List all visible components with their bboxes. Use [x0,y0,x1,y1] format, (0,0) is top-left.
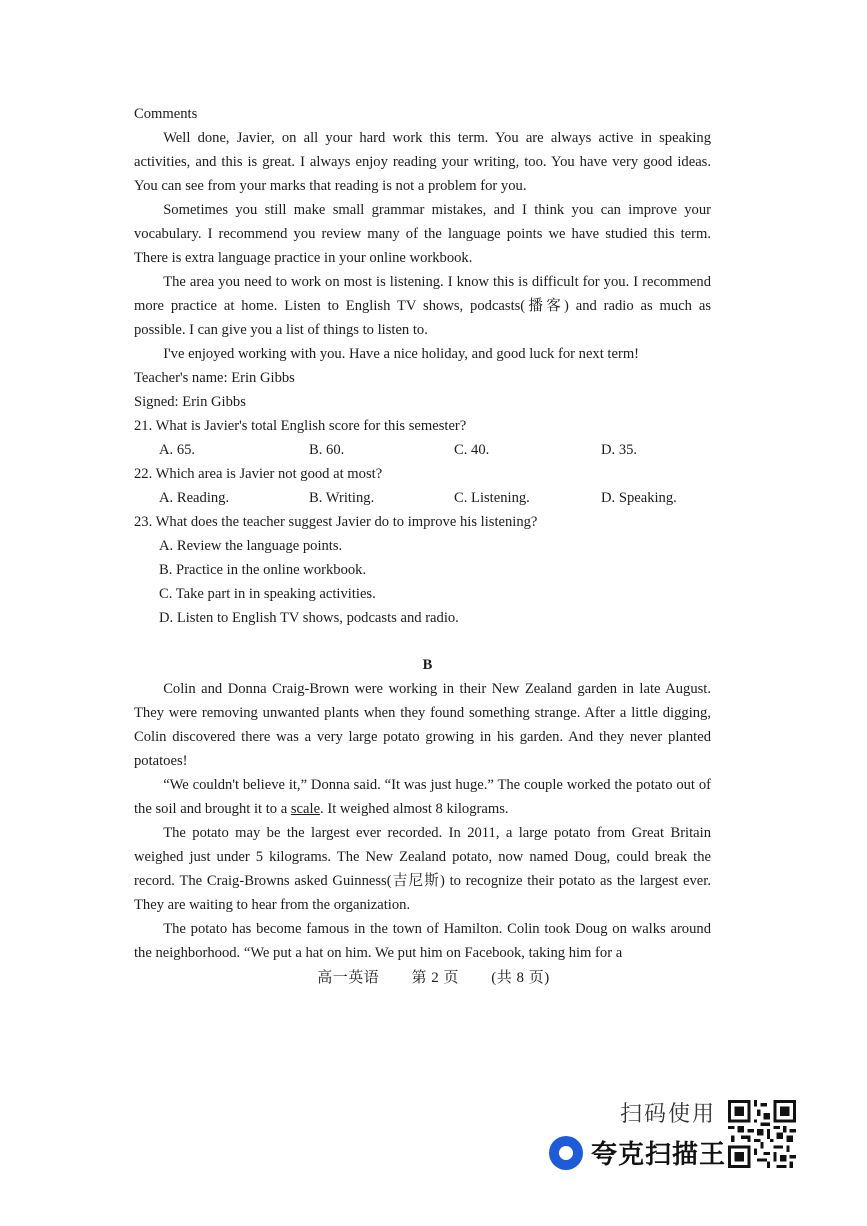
brand-name: 夸克扫描王 [591,1140,727,1170]
teacher-signature: Signed: Erin Gibbs [134,394,246,410]
page-footer [0,966,867,987]
passage-b-p2-start: “We couldn't believe it,” Donna said. “It was just huge.” The couple worked the potato out of the soil and brought it to a [134,777,711,817]
underlined-word-scale: scale [290,801,321,817]
question-21-stem: 21. What is Javier's total English score for this semester? [134,418,467,434]
passage-b-p2-end: . It weighed almost 8 kilograms. [320,801,509,817]
question-21-option-a: A. 65. [159,442,196,458]
question-22-options [134,486,711,510]
comments-paragraph-2: Sometimes you still make small grammar mistakes, and I think you can improve your vocabulary. I recommend you review many of the language points we have studied this term. There is extra language practice in your online workbook. [134,202,711,266]
section-gap [134,630,711,653]
question-22-option-b: B. Writing. [309,490,375,506]
comments-paragraph-1: Well done, Javier, on all your hard work this term. You are always active in speaking activities, and this is great. I always enjoy reading your writing, too. You have very good ideas. You can see from your marks that reading is not a problem for you. [134,130,711,194]
footer-page-number: 第 2 页 [411,970,460,986]
question-22-stem: 22. Which area is Javier not good at most? [134,466,383,482]
quark-logo-icon [549,1136,583,1170]
footer-subject: 高一英语 [317,970,380,986]
question-21-option-c: C. 40. [454,442,490,458]
passage-b-paragraph-1: Colin and Donna Craig-Brown were working in their New Zealand garden in late August. They were removing unwanted plants when they found something strange. After a little digging, Colin discovered there was a very large potato growing in his garden. And they never planted potatoes! [134,681,711,769]
scanner-brand [549,1134,726,1171]
question-22-option-a: A. Reading. [159,490,230,506]
passage-b-paragraph-4: The potato has become famous in the town of Hamilton. Colin took Doug on walks around the neighborhood. “We put a hat on him. We put him on Facebook, taking him for a [134,921,711,961]
question-23-option-b: B. Practice in the online workbook. [159,562,367,578]
passage-b-paragraph-2 [134,773,711,821]
teacher-name: Teacher's name: Erin Gibbs [134,370,295,386]
question-22-option-c: C. Listening. [454,490,530,506]
comments-paragraph-4: I've enjoyed working with you. Have a nice holiday, and good luck for next term! [163,346,640,362]
scan-prompt-text: 扫码使用 [620,1102,717,1127]
question-23-option-a: A. Review the language points. [159,538,343,554]
question-23-stem: 23. What does the teacher suggest Javier do to improve his listening? [134,514,538,530]
section-b-label: B [422,657,433,673]
comments-paragraph-3: The area you need to work on most is listening. I know this is difficult for you. I recommend more practice at home. Listen to English TV shows, podcasts(播客) and radio as much as possible. I can give you a list of things to listen to. [134,274,711,338]
passage-b-paragraph-3: The potato may be the largest ever recorded. In 2011, a large potato from Great Britain weighed just under 5 kilograms. The New Zealand potato, now named Doug, could break the record. The Craig-Browns asked Guinness(吉尼斯) to recognize their potato as the largest ever. They are waiting to hear from the organization. [134,825,711,913]
comments-heading: Comments [134,106,198,122]
question-21-option-d: D. 35. [601,442,638,458]
question-21-option-b: B. 60. [309,442,345,458]
question-23-option-c: C. Take part in in speaking activities. [159,586,376,602]
footer-total-pages: (共 8 页) [491,970,550,986]
question-23-option-d: D. Listen to English TV shows, podcasts and radio. [159,610,459,626]
qr-code-icon[interactable] [728,1100,796,1168]
question-21-options [134,438,711,462]
page-content [134,102,711,965]
question-22-option-d: D. Speaking. [601,490,677,506]
